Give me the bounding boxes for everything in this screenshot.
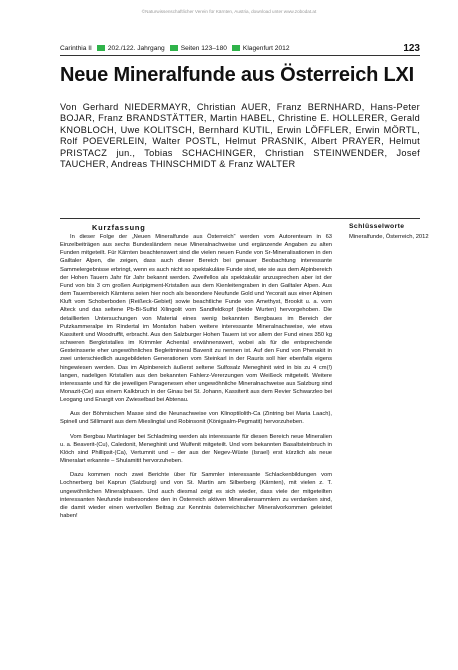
author-list: Von Gerhard NIEDERMAYR, Christian AUER, Franz BERNHARD, Hans-Peter BOJAR, Franz BRANDSTÄTTER, Martin HABEL, Christine E. HOLLERER, Gerald KNOBLOCH, Uwe KOLITSCH, Bernhard KUTIL, Erwin LÖFFLER, Erwin MÖRTL, Rolf POEVERLEIN, Walter POSTL, Helmut PRASNIK, Albert PRAYER, Helmut PRISTACZ jun., Tobias SCHACHINGER, Christian STEINWENDER, Josef TAUCHER, Andreas THINSCHMIDT & Franz WALTER [60,102,420,170]
green-square-icon [170,45,178,51]
keywords-value: Mineralfunde, Österreich, 2012 [349,234,429,240]
article-title: Neue Mineralfunde aus Österreich LXI [60,64,415,86]
keywords-box [349,223,429,242]
abstract-heading: Kurzfassung [92,223,146,232]
abstract-paragraph: Dazu kommen noch zwei Berichte über für Sammler interessante Schlackenbildungen vom Lochnerberg bei Kaprun (Salzburg) und von St. Martin am Silberberg (Kärnten), mit vielen z. T. ungewöhnlichen Mineralphasen. Und auch diesmal zeigt es sich wieder, dass viele der mitgeteilten interessanten Neufunde insbesondere den in Österreich aktiven Mineraliensammlern zu verdanken sind, die damit wieder einen wertvollen Beitrag zur Kenntnis österreichischer Mineralvorkommen geleistet haben! [60,472,332,519]
journal-header [60,42,420,54]
journal-volume: 202./122. Jahrgang [107,44,165,52]
header-rule [60,55,420,56]
section-rule [60,218,420,219]
journal-place: Klagenfurt 2012 [242,44,290,52]
green-square-icon [97,45,105,51]
abstract-paragraph: Vom Bergbau Martinlager bei Schladming werden als interessante für diesen Bereich neue Mineralien u. a. Beaverit-(Cu), Caledonit, Meneghinit und Wulfenit mitgeteilt. Und vom bekannten Basaltsteinbruch in Klöch sind Phillipsit-(Ca), Vertumnit und – der aus der Negev-Wüste (Israel) erst kürzlich als neue Mineralart erkannte – Shulamitit hervorzuheben. [60,433,332,465]
watermark: ©Naturwissenschaftlicher Verein für Kärnten, Austria, download unter www.zobodat.at [141,9,317,14]
journal-name: Carinthia II [60,44,92,52]
green-square-icon [232,45,240,51]
abstract-paragraph: Aus der Böhmischen Masse sind die Neunachweise von Klinoptilolith-Ca (Zintring bei Maria Laach), Spinell und Sillimanit aus dem Mieslingtal und Robinsonit (Königsalm-Pegmatit) hervorzuheben. [60,411,332,426]
page-number: 123 [403,42,420,54]
abstract-body [60,233,332,526]
journal-pages: Seiten 123–180 [180,44,227,52]
keywords-heading: Schlüsselworte [349,223,405,230]
abstract-paragraph: In dieser Folge der „Neuen Mineralfunde aus Österreich“ werden vom Autorenteam in 63 Einzelbeiträgen aus sechs Bundesländern neue Mineralnachweise und ergänzende Angaben zu alten Funden mitgeteilt. Für Kärnten beachtenswert sind die vielen neuen Funde von Sr-Mineralisationen in den Gailtaler Alpen, die zeigen, dass auch dieser Bereich bei genauer Beobachtung interessante Sammelergebnisse erbringt, wenn es auch nicht so spektakuläre Funde sind, wie sie aus dem Alpinbereich der Hohen Tauern Jahr für Jahr bekannt werden. Zweifellos als spektakulär anzusprechen aber ist der Fund von bis 3 cm großen Auripigment-Kristallen aus dem Kienleitengraben in den Gailtaler Alpen. Aus dem Tauernbereich Kärntens seien hier noch als besondere Neufunde Gold und Yecorait aus einer Alpinen Kluft vom Schoberboden (Reißeck-Gebiet) sowie beachtliche Funde von Amethyst, Brookit u. a. vom Alteck und das seltene Pb-Bi-Sulfid Xilingolit vom Sandfeldkopf (beide Wurten) hervorgehoben. Die detaillierten Untersuchungen von Material eines wenig bekannten Bergbaues im Bereich der Putzkammeralpe im Rindertal im Montafon haben weitere interessante Mineralnachweise, wie etwa Kassiterit und Woodruffit, erbracht. Aus den Salzburger Hohen Tauern ist vor allem der Fund eines 350 kg schweren Bergkristalles im Krimmler Achental erwähnenswert, wobei als für die entsprechende Gesteinsserie eher ungewöhnliches Begleitmineral Bavenit zu nennen ist. Auf den Fund von Phenakit in zwei unterschiedlich ausgebildeten Generationen vom Steinkarl in der Rauris soll hier ebenfalls eigens hingewiesen werden. Das im Alpinbereich äußerst seltene Sulfosalz Meneghinit wird in bis zu 4 cm(!) langen, nadeligen Kristallen aus den bekannten Fahlerz-Vererzungen vom Weißeck mitgeteilt. Weitere interessante und für die jeweiligen Paragenesen eher ungewöhnliche Mineralnachweise aus Salzburg sind Monazit-(Ce) aus einem Kalkbruch in der Ginau bei St. Johann, Kassiterit aus dem Revier Schwarzleo bei Leogang und Enargit von Zwieselbad bei Abtenau. [60,234,332,404]
